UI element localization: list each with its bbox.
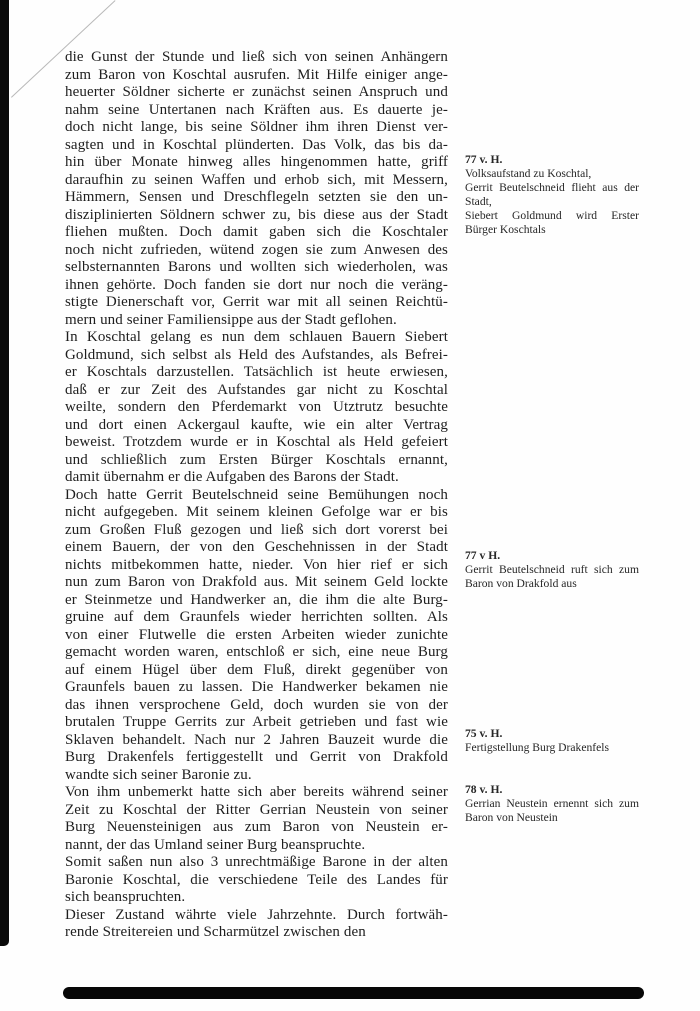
text-line: ihnen gehörte. Doch fanden sie dort nur noch die veräng- (65, 276, 448, 293)
text-line: nannt, der das Umland seiner Burg beanspruchte. (65, 836, 366, 853)
text-line: Somit saßen nun also 3 unrechtmäßige Barone in der alten (65, 854, 448, 870)
text-line: Zeit zu Koschtal der Ritter Gerrian Neustein von seiner (65, 801, 448, 818)
text-line: die Gunst der Stunde und ließ sich von seinen Anhängern (65, 49, 448, 65)
text-line: nahm seine Untertanen nach Kräften aus. Es dauerte je- (65, 101, 448, 118)
text-line: Graunfels bauen zu lassen. Die Handwerker bekamen nie (65, 679, 448, 695)
text-line: damit übernahm er die Aufgaben des Barons der Stadt. (65, 469, 399, 485)
paragraph (65, 907, 448, 942)
text-line: Burg Neuensteinigen aus zum Baron von Neustein er- (65, 819, 448, 835)
margin-note-date: 77 v. H. (465, 153, 503, 166)
margin-note-line: Bürger Koschtals (465, 223, 546, 236)
text-line: einem Bauern, der von den Geschehnissen in der Stadt (65, 539, 448, 555)
text-line: selbsternannten Barons und wollten sich wiederholen, was (65, 259, 448, 275)
text-line: fliehen mußten. Doch damit gaben sich die Koschtaler (65, 224, 448, 240)
text-line: gruine auf dem Graunfels wieder herrichten sollten. Als (65, 609, 448, 625)
paragraph (65, 854, 448, 907)
text-line: rende Streitereien und Scharmützel zwischen den (65, 924, 366, 940)
text-line: nicht aufgegeben. Mit seinem kleinen Gefolge war er bis (65, 504, 448, 520)
text-line: sich beanspruchten. (65, 889, 186, 905)
margin-note-date: 77 v H. (465, 549, 501, 562)
text-line: hin über Monate hinweg alles hingenommen hatte, griff (65, 154, 448, 170)
text-line: und schließlich zum Ersten Bürger Koschtals ernannt, (65, 451, 448, 468)
margin-note (465, 549, 639, 591)
text-line: Burg Drakenfels fertiggestellt und Gerrit von Drakfold (65, 749, 448, 765)
text-line: In Koschtal gelang es nun dem schlauen Bauern Siebert (65, 329, 448, 345)
margin-note-line: Siebert Goldmund wird Erster (465, 209, 639, 222)
text-line: Doch hatte Gerrit Beutelschneid seine Bemühungen noch (65, 486, 448, 503)
paragraph (65, 329, 448, 487)
text-line: er Koschtals darzustellen. Tatsächlich ist heute erwiesen, (65, 364, 448, 380)
text-line: Baronie Koschtal, die verschiedene Teile des Landes für (65, 871, 448, 888)
text-line: gemacht worden waren, entschloß er sich, eine neue Burg (65, 644, 448, 660)
text-line: Von ihm unbemerkt hatte sich aber bereits während seiner (65, 784, 448, 800)
margin-note-date: 75 v. H. (465, 727, 503, 740)
margin-note (465, 783, 639, 825)
margin-note (465, 153, 639, 237)
scan-left-edge-shadow (0, 0, 9, 946)
text-line: weilte, sondern den Pferdemarkt von Utztrutz besuchte (65, 399, 448, 415)
body-text (65, 49, 448, 942)
paragraph (65, 49, 448, 329)
text-line: noch nicht zufrieden, wütend zogen sie zum Anwesen des (65, 241, 448, 258)
margin-note-line: Volksaufstand zu Koschtal, (465, 167, 592, 180)
text-line: zum Großen Fluß gezogen und ließ sich dort vorerst bei (65, 521, 448, 538)
text-line: daß er zur Zeit des Aufstandes gar nicht zu Koschtal (65, 381, 448, 398)
text-line: stigte Dienerschaft vor, Gerrit war mit all seinen Reichtü- (65, 294, 448, 310)
text-line: brutalen Truppe Gerrits zur Arbeit getrieben und fast wie (65, 714, 448, 730)
text-line: und dort einen Ackergaul kaufte, wie ein alter Vertrag (65, 416, 448, 433)
text-line: nichts mitbekommen hatte, nieder. Von hier rief er sich (65, 556, 448, 573)
margin-note-date: 78 v. H. (465, 783, 503, 796)
text-line: daraufhin zu seinen Waffen und erhob sich, mit Messern, (65, 171, 448, 188)
margin-note-line: Gerrit Beutelschneid ruft sich zum (465, 563, 639, 576)
text-line: heuerter Söldner sicherte er zunächst seinen Anspruch und (65, 84, 448, 100)
text-line: von einer Flutwelle die ersten Arbeiten wieder zunichte (65, 626, 448, 643)
margin-note-line: Baron von Drakfold aus (465, 577, 577, 590)
margin-note (465, 727, 639, 755)
text-line: Dieser Zustand währte viele Jahrzehnte. Durch fortwäh- (65, 906, 448, 923)
text-line: sagten und in Koschtal plünderten. Das Volk, das bis da- (65, 136, 448, 153)
text-line: beweist. Trotzdem wurde er in Koschtal als Held gefeiert (65, 434, 448, 450)
paragraph (65, 784, 448, 854)
margin-note-line: Baron von Neustein (465, 811, 558, 824)
text-line: er Steinmetze und Handwerker an, die ihm die alte Burg- (65, 591, 448, 608)
text-line: Sklaven behandelt. Nach nur 2 Jahren Bauzeit wurde die (65, 731, 448, 748)
text-line: mern und seiner Familiensippe aus der Stadt geflohen. (65, 311, 397, 328)
margin-note-line: Gerrian Neustein ernennt sich zum (465, 797, 639, 810)
margin-note-line: Gerrit Beutelschneid flieht aus der (465, 181, 639, 194)
text-line: zum Baron von Koschtal ausrufen. Mit Hilfe einiger ange- (65, 66, 448, 83)
text-line: Goldmund, sich selbst als Held des Aufstandes, als Befrei- (65, 346, 448, 363)
text-line: nun zum Baron von Drakfold aus. Mit seinem Geld lockte (65, 574, 448, 590)
text-line: Hämmern, Sensen und Dreschflegeln setzten sie den un- (65, 189, 448, 205)
text-line: das ihnen versprochene Geld, doch wurden sie von der (65, 696, 448, 713)
paragraph (65, 487, 448, 785)
margin-note-line: Fertigstellung Burg Drakenfels (465, 741, 610, 754)
text-line: wandte sich seiner Baronie zu. (65, 766, 252, 783)
scan-bottom-edge-shadow (63, 987, 644, 999)
text-line: doch nicht lange, bis seine Söldner ihm ihren Dienst ver- (65, 119, 448, 135)
text-line: disziplinierten Söldnern schwer zu, bis diese aus der Stadt (65, 206, 448, 223)
text-line: auf einem Hügel über dem Fluß, direkt gegenüber von (65, 661, 448, 678)
margin-note-line: Stadt, (465, 195, 492, 208)
